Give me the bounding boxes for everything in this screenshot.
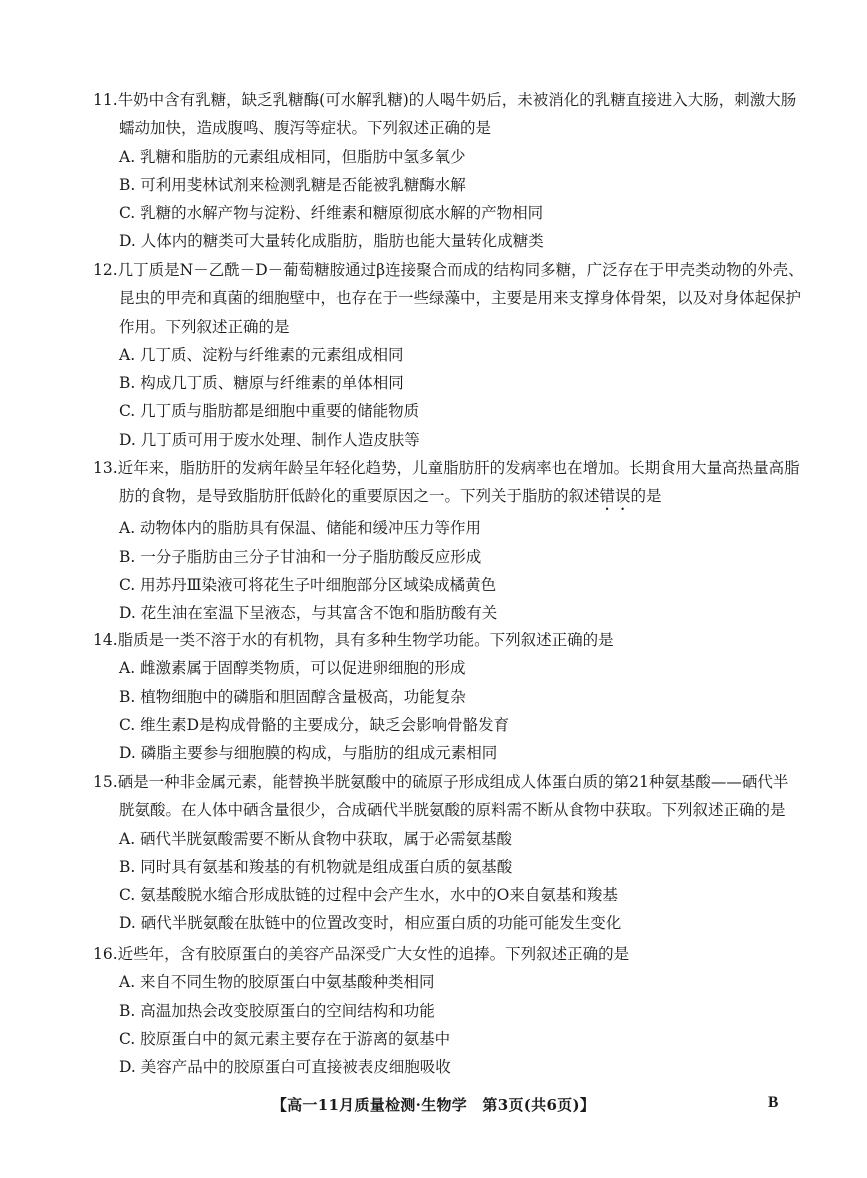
option-b: B. 高温加热会改变胶原蛋白的空间结构和功能 [119, 1001, 435, 1020]
emphasized-word: 错误 [599, 487, 631, 506]
option-a: A. 乳糖和脂肪的元素组成相同，但脂肪中氢多氧少 [119, 147, 466, 166]
option-b: B. 一分子脂肪由三分子甘油和一分子脂肪酸反应形成 [119, 547, 482, 566]
option-d: D. 硒代半胱氨酸在肽链中的位置改变时，相应蛋白质的功能可能发生变化 [119, 914, 622, 933]
question-14 [93, 626, 793, 767]
question-13 [93, 454, 800, 627]
question-stem-line: 13.近年来，脂肪肝的发病年龄呈年轻化趋势，儿童脂肪肝的发病率也在增加。长期食用大量高热量高脂 [93, 459, 800, 477]
option-b: B. 植物细胞中的磷脂和胆固醇含量极高，功能复杂 [119, 687, 466, 706]
question-16 [93, 940, 793, 1081]
option-c: C. 乳糖的水解产物与淀粉、纤维素和糖原彻底水解的产物相同 [119, 204, 544, 223]
option-d: D. 几丁质可用于废水处理、制作人造皮肤等 [119, 430, 420, 449]
option-a: A. 动物体内的脂肪具有保温、储能和缓冲压力等作用 [119, 519, 482, 538]
question-stem-line: 蠕动加快，造成腹鸣、腹泻等症状。下列叙述正确的是 [119, 119, 492, 138]
option-d: D. 美容产品中的胶原蛋白可直接被表皮细胞吸收 [119, 1058, 451, 1077]
option-c: C. 几丁质与脂肪都是细胞中重要的储能物质 [119, 402, 420, 421]
question-stem-line: 16.近些年，含有胶原蛋白的美容产品深受广大女性的追捧。下列叙述正确的是 [93, 945, 630, 963]
option-c: C. 胶原蛋白中的氮元素主要存在于游离的氨基中 [119, 1029, 451, 1048]
option-d: D. 花生油在室温下呈液态，与其富含不饱和脂肪酸有关 [119, 604, 498, 623]
question-stem-line: 12.几丁质是N－乙酰－D－葡萄糖胺通过β连接聚合而成的结构同多糖，广泛存在于甲壳类动物的外壳、 [93, 261, 804, 279]
page-footer: 【高一11月质量检测·生物学 第3页(共6页)】 [271, 1096, 596, 1114]
option-a: A. 雌激素属于固醇类物质，可以促进卵细胞的形成 [119, 659, 466, 678]
option-b: B. 可利用斐林试剂来检测乳糖是否能被乳糖酶水解 [119, 175, 466, 194]
option-c: C. 用苏丹Ⅲ染液可将花生子叶细胞部分区域染成橘黄色 [119, 575, 497, 594]
option-a: A. 硒代半胱氨酸需要不断从食物中获取，属于必需氨基酸 [119, 829, 513, 848]
question-stem-line: 作用。下列叙述正确的是 [119, 317, 290, 336]
question-stem-line [93, 482, 793, 514]
question-stem-line: 15.硒是一种非金属元素，能替换半胱氨酸中的硫原子形成组成人体蛋白质的第21种氨基酸——硒代半 [93, 773, 789, 791]
question-stem-line: 11.牛奶中含有乳糖，缺乏乳糖酶(可水解乳糖)的人喝牛奶后，未被消化的乳糖直接进入大肠，刺激大肠 [93, 91, 797, 109]
option-d: D. 磷脂主要参与细胞膜的构成，与脂肪的组成元素相同 [119, 744, 498, 763]
option-b: B. 构成几丁质、糖原与纤维素的单体相同 [119, 374, 404, 393]
option-b: B. 同时具有氨基和羧基的有机物就是组成蛋白质的氨基酸 [119, 857, 513, 876]
stem-text: 的是 [630, 487, 662, 506]
option-c: C. 氨基酸脱水缩合形成肽链的过程中会产生水，水中的O来自氨基和羧基 [119, 886, 618, 905]
option-d: D. 人体内的糖类可大量转化成脂肪，脂肪也能大量转化成糖类 [119, 232, 544, 251]
question-11 [93, 86, 797, 256]
option-c: C. 维生素D是构成骨骼的主要成分，缺乏会影响骨骼发育 [119, 715, 510, 734]
question-stem-line: 14.脂质是一类不溶于水的有机物，具有多种生物学功能。下列叙述正确的是 [93, 631, 614, 649]
version-label: B [768, 1094, 779, 1111]
question-12 [93, 256, 804, 454]
question-stem-line: 胱氨酸。在人体中硒含量很少，合成硒代半胱氨酸的原料需不断从食物中获取。下列叙述正确的是 [119, 801, 786, 820]
option-a: A. 来自不同生物的胶原蛋白中氨基酸种类相同 [119, 973, 435, 992]
option-a: A. 几丁质、淀粉与纤维素的元素组成相同 [119, 345, 404, 364]
question-stem-line: 昆虫的甲壳和真菌的细胞壁中，也存在于一些绿藻中，主要是用来支撑身体骨架，以及对身体起保护 [119, 289, 802, 308]
stem-text: 肪的食物，是导致脂肪肝低龄化的重要原因之一。下列关于脂肪的叙述 [119, 487, 600, 506]
question-15 [93, 768, 793, 938]
